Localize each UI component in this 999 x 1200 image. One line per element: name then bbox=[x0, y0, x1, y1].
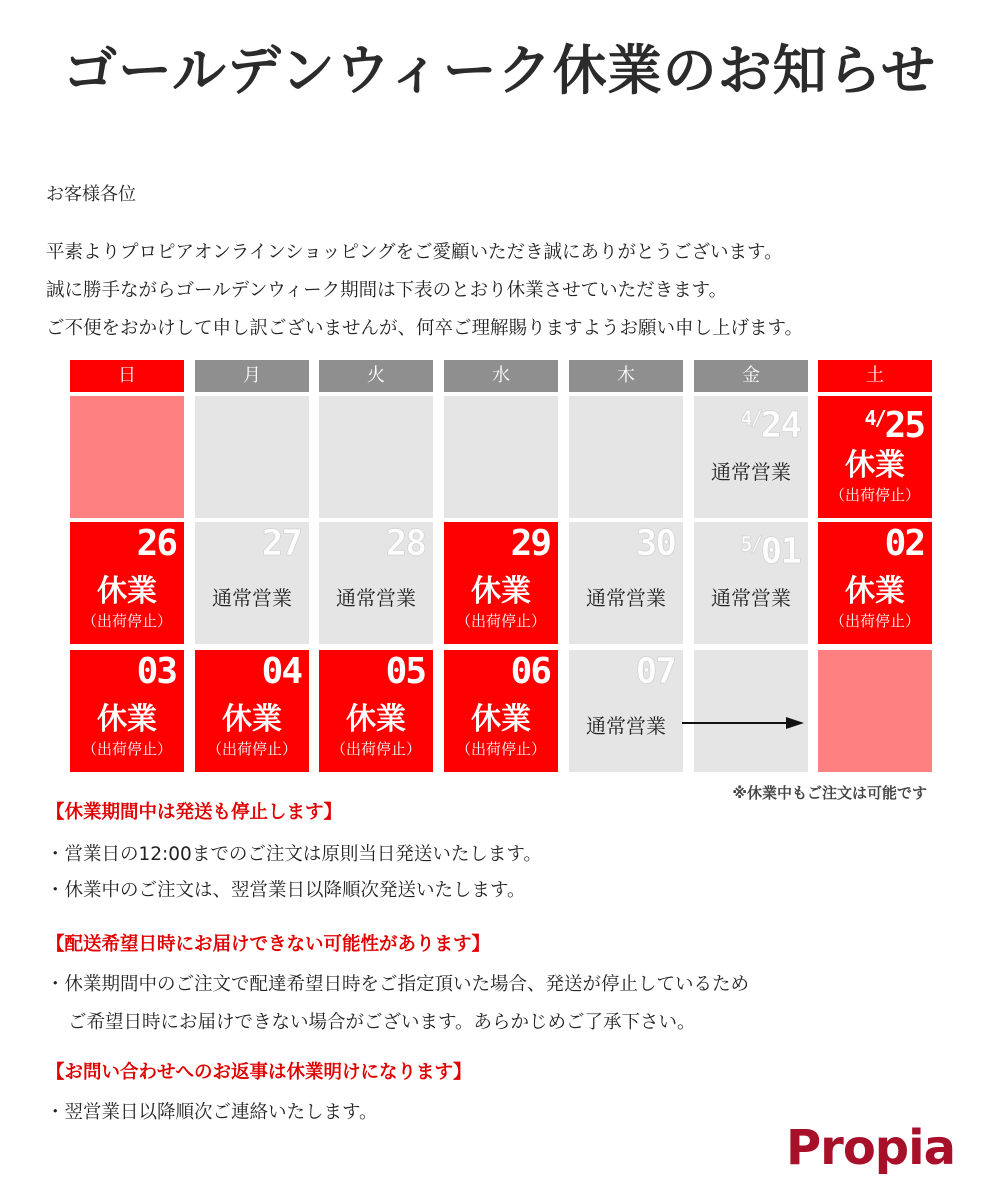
weekday-header: 金 bbox=[694, 360, 808, 392]
day-value: 05 bbox=[385, 651, 425, 692]
calendar-day bbox=[70, 522, 184, 644]
day-number bbox=[386, 652, 425, 692]
status-open: 通常営業 bbox=[336, 586, 416, 610]
calendar-day bbox=[569, 650, 683, 772]
status-closed: 休業 bbox=[471, 702, 531, 737]
calendar-day bbox=[694, 396, 808, 518]
status-closed: 休業 bbox=[222, 702, 282, 737]
bullet-line: ・休業期間中のご注文で配達希望日時をご指定頂いた場合、発送が停止しているため bbox=[46, 974, 750, 995]
day-number bbox=[865, 398, 924, 446]
day-number bbox=[741, 398, 800, 446]
day-number bbox=[636, 524, 675, 564]
day-value: 25 bbox=[884, 405, 924, 446]
calendar-day bbox=[444, 522, 558, 644]
calendar-day bbox=[319, 522, 433, 644]
bullet-line: ・翌営業日以降順次ご連絡いたします。 bbox=[46, 1102, 378, 1123]
status-open: 通常営業 bbox=[711, 586, 791, 610]
status-open: 通常営業 bbox=[212, 586, 292, 610]
status-closed: 休業 bbox=[471, 574, 531, 609]
calendar-day bbox=[444, 396, 558, 518]
day-value: 28 bbox=[385, 523, 425, 564]
weekday-header: 月 bbox=[195, 360, 309, 392]
day-number bbox=[137, 652, 176, 692]
calendar-day bbox=[444, 650, 558, 772]
calendar-day bbox=[694, 650, 808, 772]
order-note: ※休業中もご注文は可能です bbox=[732, 784, 927, 802]
weekday-header: 木 bbox=[569, 360, 683, 392]
day-value: 02 bbox=[884, 523, 924, 564]
weekday-header: 水 bbox=[444, 360, 558, 392]
month-prefix: 4/ bbox=[864, 406, 885, 430]
calendar-day bbox=[569, 396, 683, 518]
calendar-day bbox=[818, 396, 932, 518]
weekday-header: 土 bbox=[818, 360, 932, 392]
bullet-line: ・休業中のご注文は、翌営業日以降順次発送いたします。 bbox=[46, 880, 526, 901]
status-open: 通常営業 bbox=[586, 586, 666, 610]
status-open: 通常営業 bbox=[586, 714, 666, 738]
day-value: 06 bbox=[510, 651, 550, 692]
day-number bbox=[262, 652, 301, 692]
status-closed-sub: （出荷停止） bbox=[81, 612, 172, 630]
day-value: 07 bbox=[635, 651, 675, 692]
calendar-day bbox=[694, 522, 808, 644]
status-closed: 休業 bbox=[97, 574, 157, 609]
calendar-day bbox=[818, 522, 932, 644]
status-closed-sub: （出荷停止） bbox=[206, 740, 297, 758]
status-closed: 休業 bbox=[845, 574, 905, 609]
section-heading-delivery: 【配送希望日時にお届けできない可能性があります】 bbox=[46, 934, 491, 955]
day-number bbox=[262, 524, 301, 564]
section-heading-shipping: 【休業期間中は発送も停止します】 bbox=[46, 802, 343, 823]
calendar-day bbox=[319, 396, 433, 518]
arrow-right-icon bbox=[682, 717, 804, 729]
intro-text bbox=[46, 234, 976, 348]
status-closed-sub: （出荷停止） bbox=[829, 486, 920, 504]
weekday-header: 火 bbox=[319, 360, 433, 392]
status-closed-sub: （出荷停止） bbox=[829, 612, 920, 630]
intro-line: ご不便をおかけして申し訳ございませんが、何卒ご理解賜りますようお願い申し上げます。 bbox=[46, 318, 804, 339]
calendar-day bbox=[70, 650, 184, 772]
day-value: 01 bbox=[760, 531, 800, 572]
holiday-calendar bbox=[70, 360, 930, 772]
calendar-day bbox=[195, 396, 309, 518]
intro-line: 平素よりプロピアオンラインショッピングをご愛顧いただき誠にありがとうございます。 bbox=[46, 242, 783, 263]
day-value: 26 bbox=[136, 523, 176, 564]
status-closed: 休業 bbox=[97, 702, 157, 737]
calendar-day bbox=[70, 396, 184, 518]
calendar-day bbox=[569, 522, 683, 644]
day-number bbox=[636, 652, 675, 692]
day-value: 30 bbox=[635, 523, 675, 564]
status-closed-sub: （出荷停止） bbox=[330, 740, 421, 758]
status-closed-sub: （出荷停止） bbox=[455, 612, 546, 630]
status-open: 通常営業 bbox=[711, 460, 791, 484]
day-number bbox=[511, 652, 550, 692]
page-title: ゴールデンウィーク休業のお知らせ bbox=[63, 39, 936, 102]
status-closed-sub: （出荷停止） bbox=[81, 740, 172, 758]
bullet-line: ・営業日の12:00までのご注文は原則当日発送いたします。 bbox=[46, 844, 542, 865]
day-value: 24 bbox=[760, 405, 800, 446]
day-number bbox=[511, 524, 550, 564]
day-value: 29 bbox=[510, 523, 550, 564]
calendar-day bbox=[818, 650, 932, 772]
bullet-line-continued: ご希望日時にお届けできない場合がございます。あらかじめご了承下さい。 bbox=[68, 1012, 696, 1033]
day-value: 04 bbox=[261, 651, 301, 692]
month-prefix: 5/ bbox=[740, 532, 761, 556]
intro-line: 誠に勝手ながらゴールデンウィーク期間は下表のとおり休業させていただきます。 bbox=[46, 280, 728, 301]
day-number bbox=[137, 524, 176, 564]
month-prefix: 4/ bbox=[740, 406, 761, 430]
greeting: お客様各位 bbox=[46, 184, 136, 205]
calendar-day bbox=[195, 522, 309, 644]
calendar-day bbox=[319, 650, 433, 772]
day-number bbox=[386, 524, 425, 564]
day-value: 03 bbox=[136, 651, 176, 692]
status-closed: 休業 bbox=[346, 702, 406, 737]
day-value: 27 bbox=[261, 523, 301, 564]
status-closed-sub: （出荷停止） bbox=[455, 740, 546, 758]
weekday-header: 日 bbox=[70, 360, 184, 392]
day-number bbox=[885, 524, 924, 564]
calendar-day bbox=[195, 650, 309, 772]
section-heading-inquiry: 【お問い合わせへのお返事は休業明けになります】 bbox=[46, 1062, 472, 1083]
propia-logo: Propia bbox=[785, 1120, 955, 1176]
day-number bbox=[741, 524, 800, 572]
status-closed: 休業 bbox=[845, 448, 905, 483]
